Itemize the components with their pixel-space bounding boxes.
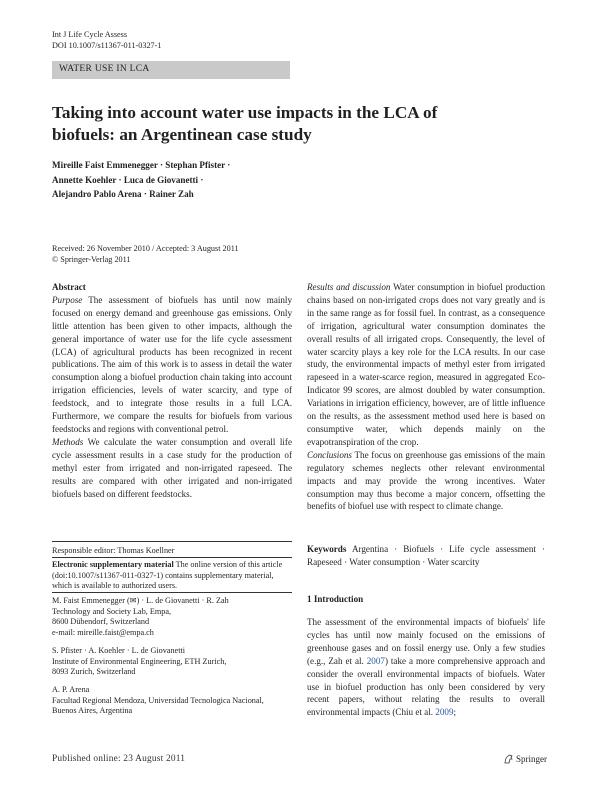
keywords	[307, 543, 545, 569]
methods-text: We calculate the water consumption and overall life cycle assessment results in a case study for the production of methyl ester from irrigated and non-irrigated rapeseed. The results are compared with other irrigated and non-irrigated biofuels based on different feedstocks.	[52, 436, 293, 499]
abstract-methods	[52, 436, 292, 501]
conclusions-text: The focus on greenhouse gas emissions of the main regulatory schemes neglects other relevant environmental impacts and may provide the wrong incentives. Water consumption may thus become a major concern, offsetting the benefits of biofuel use with respect to climate change.	[307, 449, 546, 512]
affiliation-line: 8093 Zurich, Switzerland	[52, 667, 136, 677]
affiliation-line: Buenos Aires, Argentina	[52, 706, 133, 716]
intro-paragraph	[307, 616, 545, 719]
author-list	[52, 158, 312, 202]
section-band	[52, 61, 290, 79]
footnote-divider	[52, 541, 292, 542]
published-online: Published online: 23 August 2011	[52, 754, 186, 764]
intro-heading: 1 Introduction	[307, 594, 364, 604]
intro-text: ;	[453, 707, 457, 718]
footnote-esm	[52, 560, 294, 592]
results-label: Results and discussion	[307, 282, 391, 292]
abstract-results	[307, 281, 545, 449]
springer-horse-icon	[504, 754, 513, 764]
purpose-text: The assessment of biofuels has until now mainly focused on energy demand and greenhouse gas emissions. Only little attention has been given to other impacts, although the general importance of water use for the life cycle assessment (LCA) of agricultural products has been recognized in recent publications. The aim of this work is to assess in detail the water consumption along a biofuel production chain taking into account irrigation efficiencies, levels of water scarcity, and type of feedstock, and to integrate those results in a full LCA. Furthermore, we compare the results for biofuels from various feedstocks and regions with conventional petrol.	[52, 294, 292, 434]
doi: DOI 10.1007/s11367-011-0327-1	[52, 41, 162, 50]
email-link[interactable]: e-mail: mireille.faist@empa.ch	[52, 627, 154, 637]
received-dates: Received: 26 November 2010 / Accepted: 3 August 2011	[52, 244, 239, 253]
methods-label: Methods	[52, 436, 84, 447]
publisher-name: Springer	[516, 754, 547, 764]
abstract-left	[52, 281, 292, 500]
author-line: Annette Koehler · Luca de Giovanetti ·	[52, 174, 204, 185]
abstract-right	[307, 281, 545, 513]
affiliation-line: 8600 Dübendorf, Switzerland	[52, 617, 150, 627]
abstract-purpose	[52, 294, 292, 436]
copyright: © Springer-Verlag 2011	[52, 255, 131, 264]
abstract-conclusions	[307, 449, 545, 514]
conclusions-label: Conclusions	[307, 449, 352, 460]
author-line: Mireille Faist Emmenegger · Stephan Pfister ·	[52, 160, 231, 170]
affiliation-empa	[52, 596, 294, 638]
affiliation-eth	[52, 646, 294, 678]
affiliation-line: Institute of Environmental Engineering, ETH Zurich,	[52, 656, 227, 666]
springer-logo	[504, 754, 547, 764]
author-line: Alejandro Pablo Arena · Rainer Zah	[52, 189, 194, 200]
affiliation-line: Technology and Society Lab, Empa,	[52, 606, 172, 616]
affiliation-names: A. P. Arena	[52, 685, 90, 694]
esm-text: The online version of this article (doi:10.1007/s11367-011-0327-1) contains supplementary material, which is available to authorized users.	[52, 560, 283, 591]
intro-text: ) take a more comprehensive approach and consider the overall environmental impacts of biofuels. Water use in biofuel production has only been considered by very recent papers, without relating the results to overall environmental impacts (Chiu et al.	[307, 655, 545, 718]
affiliation-names: S. Pfister · A. Koehler · L. de Giovanetti	[52, 646, 186, 655]
intro-text: The assessment of the environmental impacts of biofuels' life cycles has until now mainly focused on the emissions of greenhouse gases and on fossil energy use. Only a few studies (e.g., Zah et al.	[307, 617, 545, 666]
keywords-label: Keywords	[307, 544, 347, 554]
journal-name: Int J Life Cycle Assess	[52, 30, 128, 39]
abstract-heading: Abstract	[52, 282, 86, 292]
footnote-editor: Responsible editor: Thomas Koellner	[52, 546, 175, 555]
footnote-divider	[52, 557, 292, 558]
esm-label: Electronic supplementary material	[52, 560, 174, 569]
citation-link[interactable]: 2007	[366, 655, 385, 666]
affiliation-line: Facultad Regional Mendoza, Universidad Tecnologica Nacional,	[52, 695, 264, 705]
footnote-divider	[52, 592, 292, 593]
purpose-label: Purpose	[52, 294, 83, 305]
affiliation-names: M. Faist Emmenegger (✉) · L. de Giovanetti · R. Zah	[52, 596, 229, 605]
citation-link[interactable]: 2009	[435, 707, 454, 718]
results-text: Water consumption in biofuel production chains based on non-irrigated crops does not vary greatly and is in the same range as for fossil fuel. In contrast, as a consequence of irrigation, agricultural water consumption dominates the overall results of all irrigated crops. Consequently, the level of water scarcity plays a key role for the LCA results. In our case study, the environmental impacts of methyl ester from irrigated rapeseed in a water-scarce region, measured in aggregated Eco-Indicator 99 scores, are almost doubled by water consumption. Variations in irrigation efficiency, however, are of little influence on the results, as the assessment method used here is based on consumptive water, which depends mainly on the evapotranspiration of the crop.	[307, 282, 546, 447]
keywords-text: Argentina · Biofuels · Life cycle assessment · Rapeseed · Water consumption · Water scarcity	[307, 544, 545, 567]
affiliation-utn	[52, 685, 294, 717]
paper-title: Taking into account water use impacts in the LCA of biofuels: an Argentinean case study	[52, 103, 438, 144]
section-label: WATER USE IN LCA	[59, 64, 150, 74]
